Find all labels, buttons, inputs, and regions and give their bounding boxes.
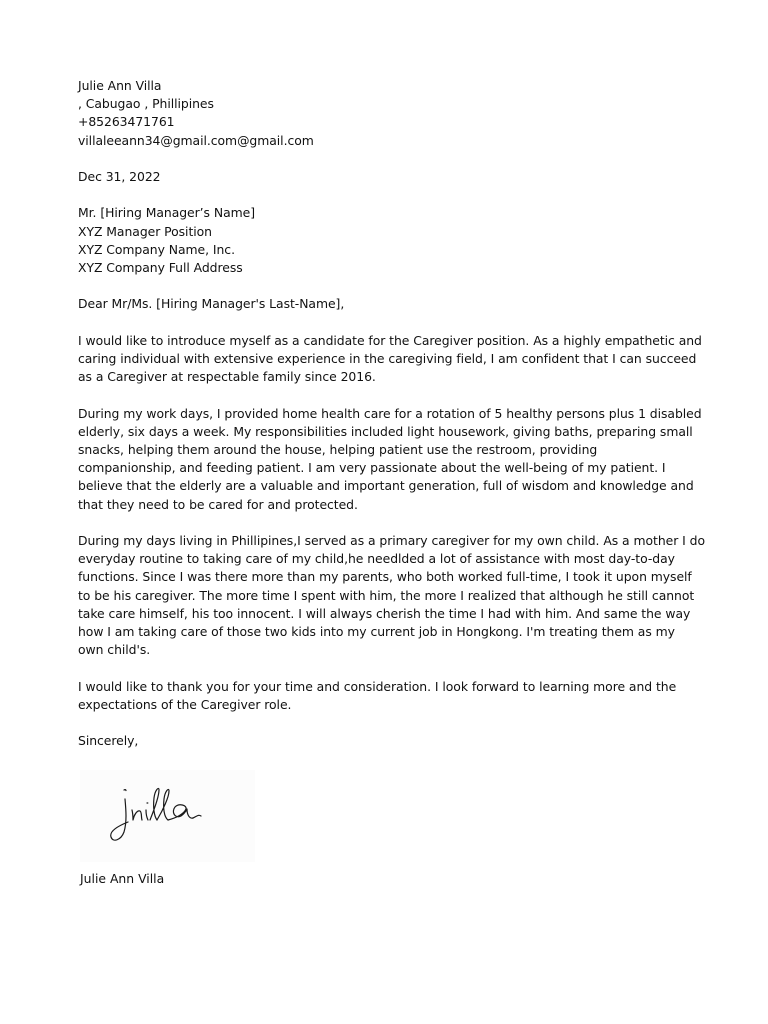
paragraph-line: During my work days, I provided home health care for a rotation of 5 healthy persons plus 1 disabled [78,405,702,421]
sender-block [78,77,698,150]
closing: Sincerely, [78,733,139,749]
recipient-block [78,204,698,277]
recipient-position: XYZ Manager Position [78,223,212,239]
closing-block [78,732,698,750]
letter-body [78,77,705,769]
paragraph-line: snacks, helping them around the house, helping patient use the restroom, providing [78,441,598,457]
sender-phone: +85263471761 [78,114,175,130]
sender-email: villaleeann34@gmail.com@gmail.com [78,132,314,148]
paragraph-line: During my days living in Phillipines,I served as a primary caregiver for my own child. As a mother I do [78,532,705,548]
paragraph-line: take care himself, his too innocent. I will always cherish the time I had with him. And same the way [78,605,691,621]
sender-name: Julie Ann Villa [78,78,162,93]
signature-image [80,770,255,862]
recipient-name: Mr. [Hiring Manager’s Name] [78,205,255,221]
paragraph-line: that they need to be cared for and protected. [78,496,358,512]
paragraph-line: expectations of the Caregiver role. [78,696,292,712]
paragraph-line: functions. Since I was there more than my parents, who both worked full-time, I took it upon myself [78,569,692,585]
paragraph-line: caring individual with extensive experience in the caregiving field, I am confident that I can succeed [78,350,697,366]
sender-address: , Cabugao , Phillipines [78,96,214,112]
handwritten-signature [80,770,255,862]
paragraph-line: I would like to introduce myself as a candidate for the Caregiver position. As a highly empathetic and [78,332,702,348]
paragraph-line: believe that the elderly are a valuable and important generation, full of wisdom and knowledge and [78,478,694,494]
paragraph-personal [78,532,705,659]
paragraph-line: own child's. [78,642,151,658]
paragraph-line: I would like to thank you for your time and consideration. I look forward to learning more and the [78,678,677,694]
paragraph-line: companionship, and feeding patient. I am very passionate about the well-being of my patient. I [78,460,666,476]
paragraph-closing [78,678,698,714]
salutation-block [78,295,698,313]
paragraph-line: elderly, six days a week. My responsibilities included light housework, giving baths, preparing small [78,423,693,439]
paragraph-line: everyday routine to taking care of my child,he needlded a lot of assistance with most day-to-day [78,551,675,567]
signer-name: Julie Ann Villa [80,871,165,886]
paragraph-line: how I am taking care of those two kids into my current job in Hongkong. I'm treating them as my [78,624,675,639]
salutation: Dear Mr/Ms. [Hiring Manager's Last-Name], [78,296,345,312]
paragraph-intro [78,332,702,387]
date-block [78,168,698,186]
letter-date: Dec 31, 2022 [78,169,161,184]
recipient-address: XYZ Company Full Address [78,260,243,275]
paragraph-experience [78,405,702,514]
paragraph-line: as a Caregiver at respectable family since 2016. [78,369,376,385]
paragraph-line: to be his caregiver. The more time I spent with him, the more I realized that although he still cannot [78,587,695,603]
recipient-company: XYZ Company Name, Inc. [78,241,235,257]
